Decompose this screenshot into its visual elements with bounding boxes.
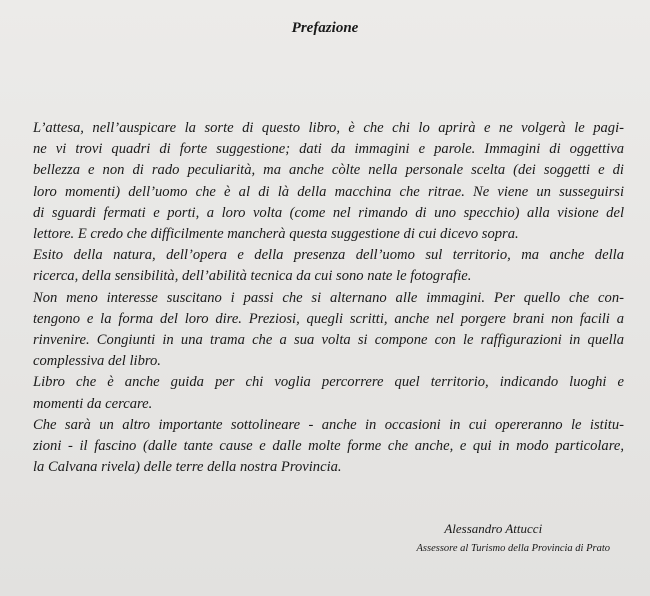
text-line: rinvenire. Congiunti in una trama che a sua volta si compone con le raffigurazioni in quella [33,332,624,349]
text-line: zioni - il fascino (dalle tante cause e dalle molte forme che anche, e qui in modo particolare, [33,438,624,455]
text-line: Non meno interesse suscitano i passi che si alternano alle immagini. Per quello che con- [33,289,624,306]
text-line: Esito della natura, dell’opera e della presenza dell’uomo sul territorio, ma anche della [33,247,624,264]
signature-role: Assessore al Turismo della Provincia di Prato [416,543,610,554]
paragraph [33,288,624,373]
text-line: complessiva del libro. [33,353,161,370]
paragraph [33,245,624,287]
paragraph [33,372,624,414]
preface-body [33,118,624,478]
text-line: Che sarà un altro importante sottolineare - anche in occasioni in cui opereranno le istitu- [33,416,624,433]
signature-name: Alessandro Attucci [444,521,543,536]
text-line: bellezza e non di rado peculiarità, ma anche còlte nella personale scelta (dei soggetti e di [33,162,624,179]
text-line: tengono e la forma del loro dire. Preziosi, quegli scritti, anche nel porgere brani non facili a [33,310,624,327]
signature-block [417,521,610,554]
text-line: momenti da cercare. [33,395,153,412]
paragraph [33,415,624,479]
text-line: di sguardi fermati e porti, a loro volta (come nel rimando di uno specchio) alla visione del [33,204,624,221]
text-line: la Calvana rivela) delle terre della nostra Provincia. [33,459,342,476]
text-line: L’attesa, nell’auspicare la sorte di questo libro, è che chi lo aprirà e ne volgerà le pagi- [33,120,624,136]
text-line: Libro che è anche guida per chi voglia percorrere quel territorio, indicando luoghi e [33,374,624,391]
text-line: ricerca, della sensibilità, dell’abilità tecnica da cui sono nate le fotografie. [33,268,472,285]
paragraph [33,118,624,245]
page-title: Prefazione [291,20,359,36]
text-line: loro momenti) dell’uomo che è al di là della macchina che ritrae. Ne viene un susseguirsi [33,183,624,200]
text-line: lettore. E credo che difficilmente mancherà questa suggestione di cui dicevo sopra. [33,226,519,243]
text-line: ne vi trovi quadri di forte suggestione; dati da immagini e parole. Immagini di oggettiva [33,141,624,158]
